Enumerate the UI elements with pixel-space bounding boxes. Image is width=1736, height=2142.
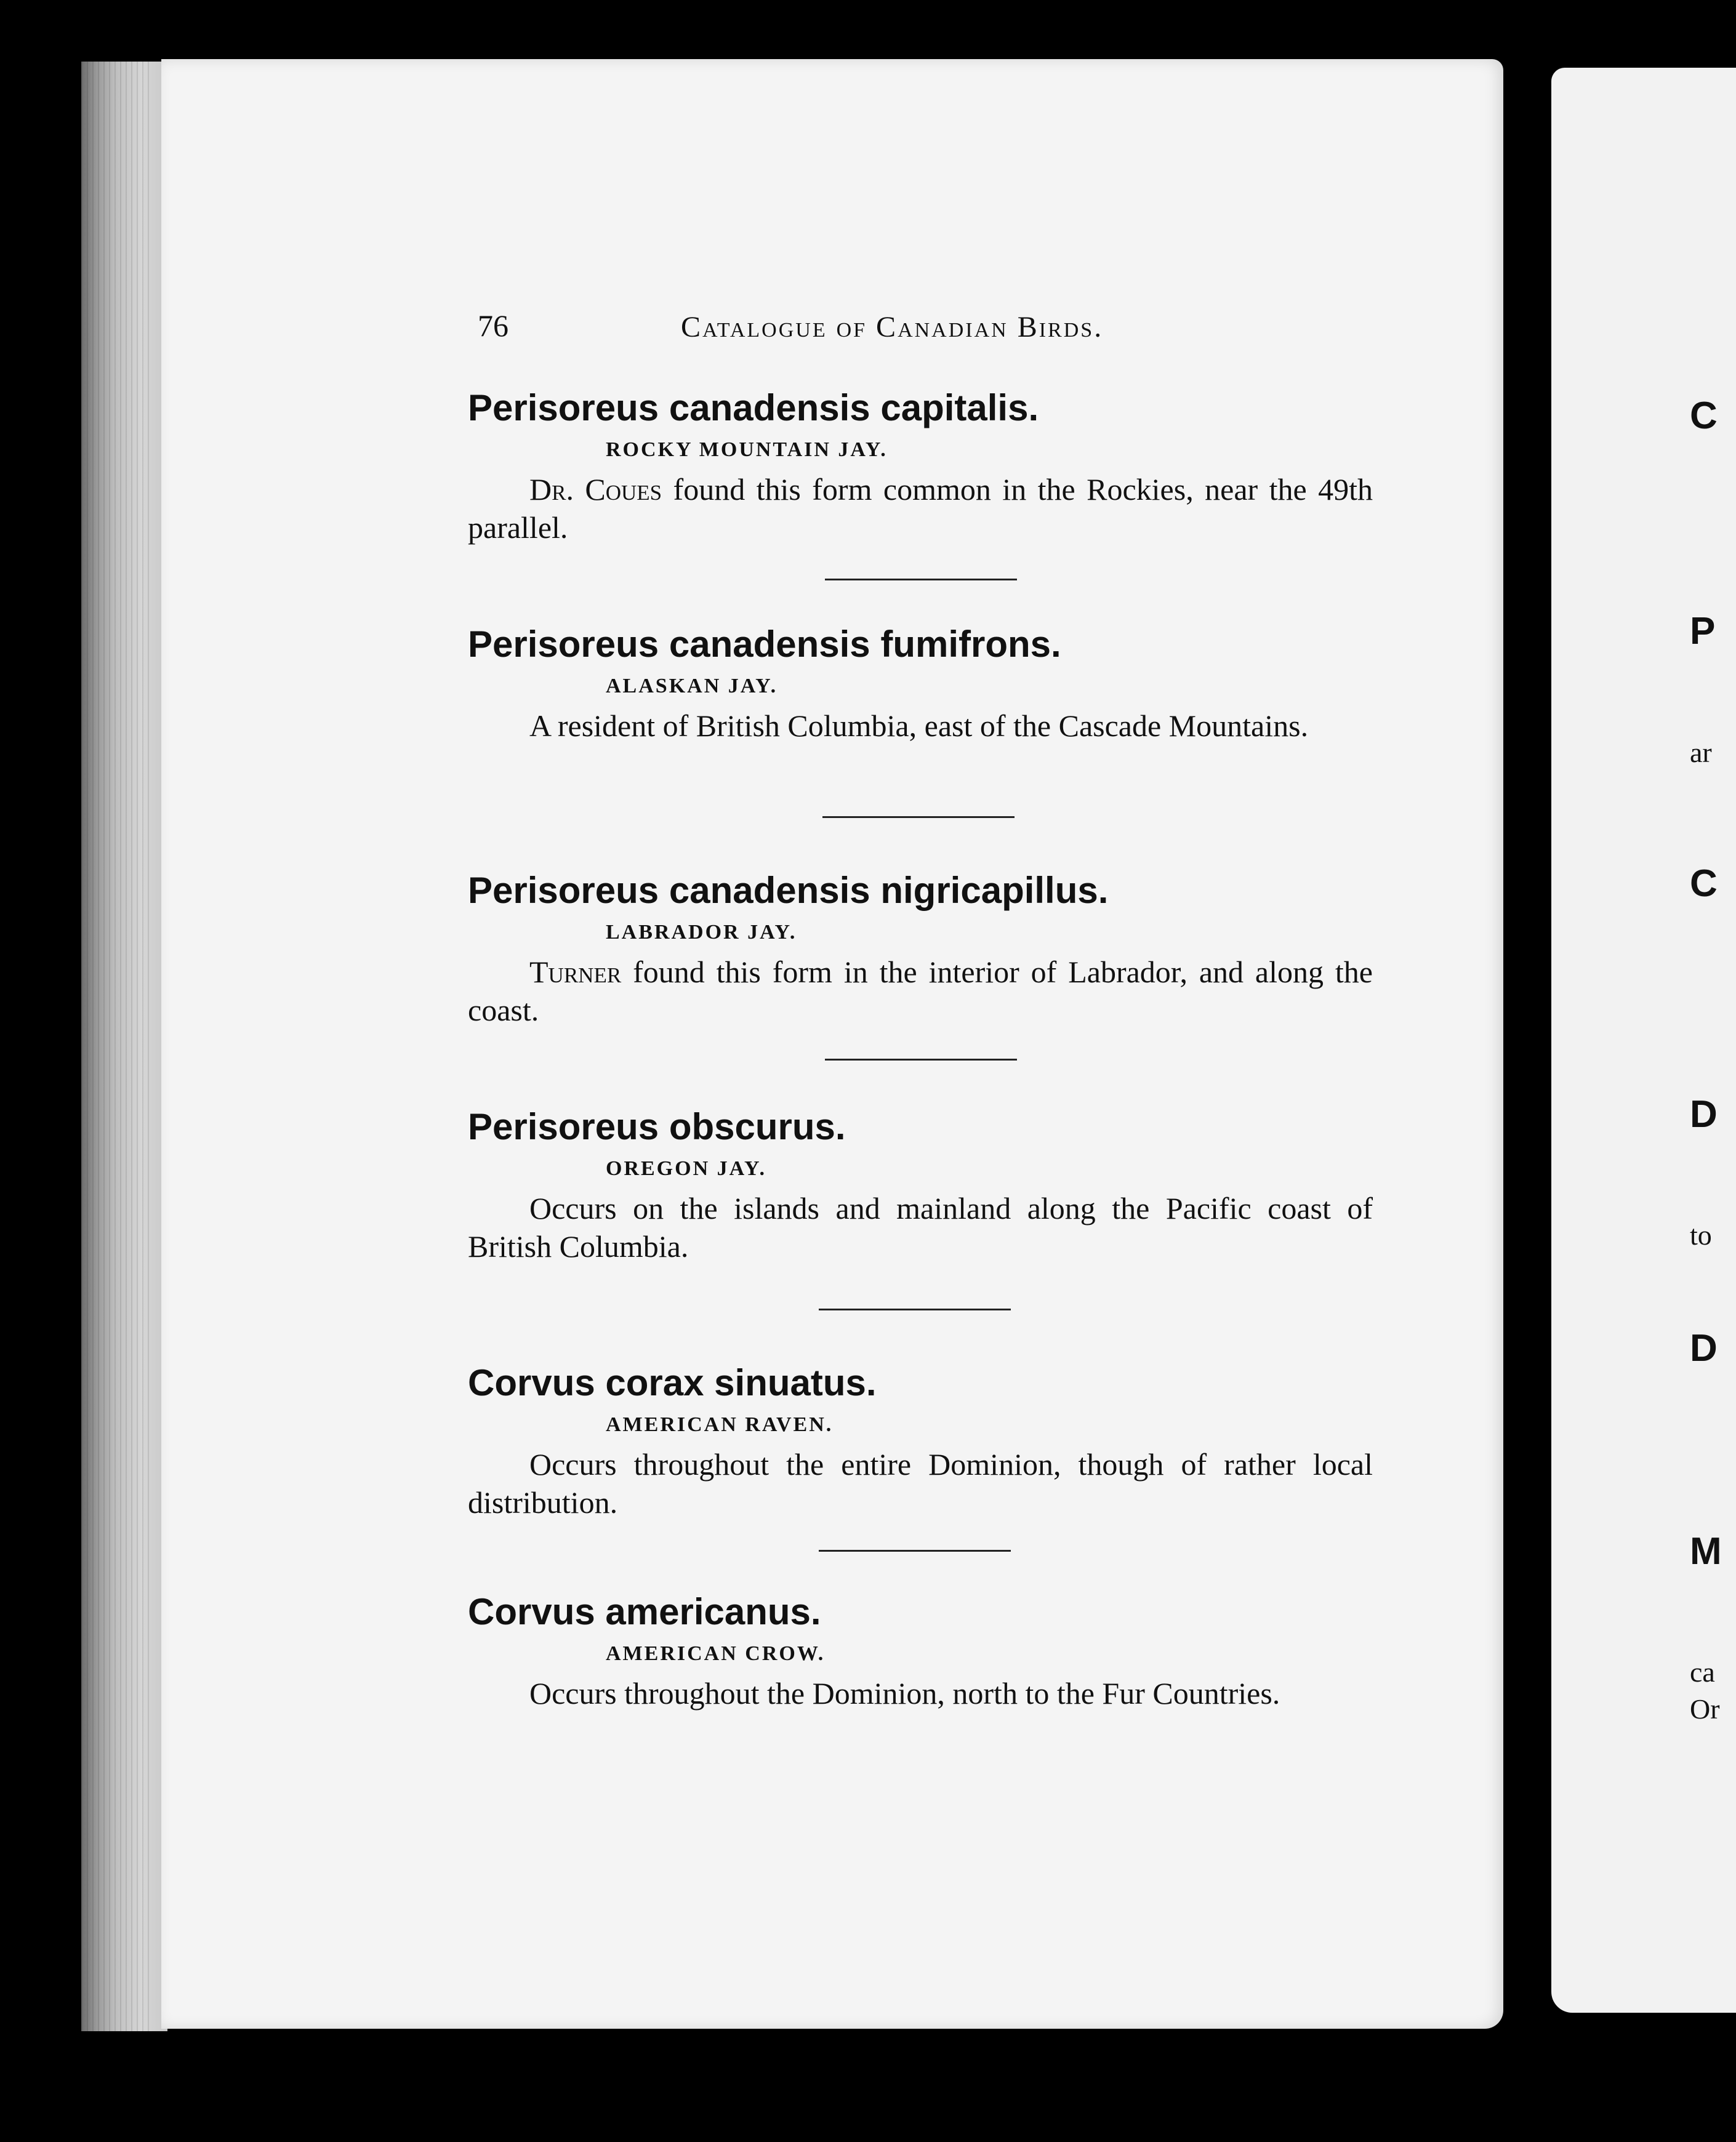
facing-fragment: M [1690,1530,1722,1573]
scientific-name: Perisoreus canadensis fumifrons. [468,624,1061,665]
description-text: Occurs throughout the entire Dominion, though of rather local distribution. [468,1447,1373,1520]
running-header [478,308,1364,351]
common-name: ROCKY MOUNTAIN JAY. [606,438,888,461]
common-name: OREGON JAY. [606,1157,766,1180]
running-title: Catalogue of Canadian Birds. [681,311,1104,343]
common-name: ALASKAN JAY. [606,675,778,697]
book-page [161,59,1503,2029]
species-description [468,1445,1373,1522]
section-divider [819,1550,1011,1552]
species-description [468,953,1373,1029]
facing-fragment: D [1690,1093,1718,1136]
description-text: Occurs throughout the Dominion, north to the Fur Countries. [529,1676,1280,1711]
section-divider [819,1309,1011,1310]
species-description [468,1674,1373,1712]
facing-fragment: ar [1690,737,1712,768]
facing-fragment: D [1690,1327,1718,1370]
species-entry [468,1362,1373,1522]
facing-fragment: to [1690,1219,1712,1251]
description-text: Occurs on the islands and mainland along the Pacific coast of British Columbia. [468,1191,1373,1264]
description-text: A resident of British Columbia, east of the Cascade Mountains. [529,708,1309,743]
page-number: 76 [478,308,508,343]
species-entry [468,1590,1373,1712]
section-divider [825,1059,1017,1061]
common-name: LABRADOR JAY. [606,921,797,944]
common-name: AMERICAN RAVEN. [606,1413,834,1436]
species-description [468,1189,1373,1266]
scientific-name: Perisoreus obscurus. [468,1106,846,1147]
facing-fragment: C [1690,862,1718,905]
species-entry [468,387,1373,547]
common-name: AMERICAN CROW. [606,1642,826,1665]
description-text: found this form common in the Rockies, near the 49th parallel. [468,472,1373,545]
author-name: Turner [529,955,622,989]
facing-fragment: ca [1690,1656,1715,1688]
facing-fragment: Or [1690,1693,1720,1725]
scientific-name: Perisoreus canadensis capitalis. [468,387,1039,428]
species-entry [468,623,1373,745]
species-description [468,707,1373,745]
page-edge-lines [81,62,149,2031]
scientific-name: Perisoreus canadensis nigricapillus. [468,870,1109,911]
description-text: found this form in the interior of Labrador, and along the coast. [468,955,1373,1027]
facing-fragment: P [1690,610,1716,652]
species-entry [468,1105,1373,1266]
species-description [468,470,1373,547]
species-entry [468,869,1373,1029]
section-divider [822,816,1015,818]
scientific-name: Corvus corax sinuatus. [468,1362,877,1403]
scientific-name: Corvus americanus. [468,1591,821,1632]
facing-fragment: C [1690,395,1718,437]
author-name: Dr. Coues [529,472,662,507]
section-divider [825,579,1017,580]
